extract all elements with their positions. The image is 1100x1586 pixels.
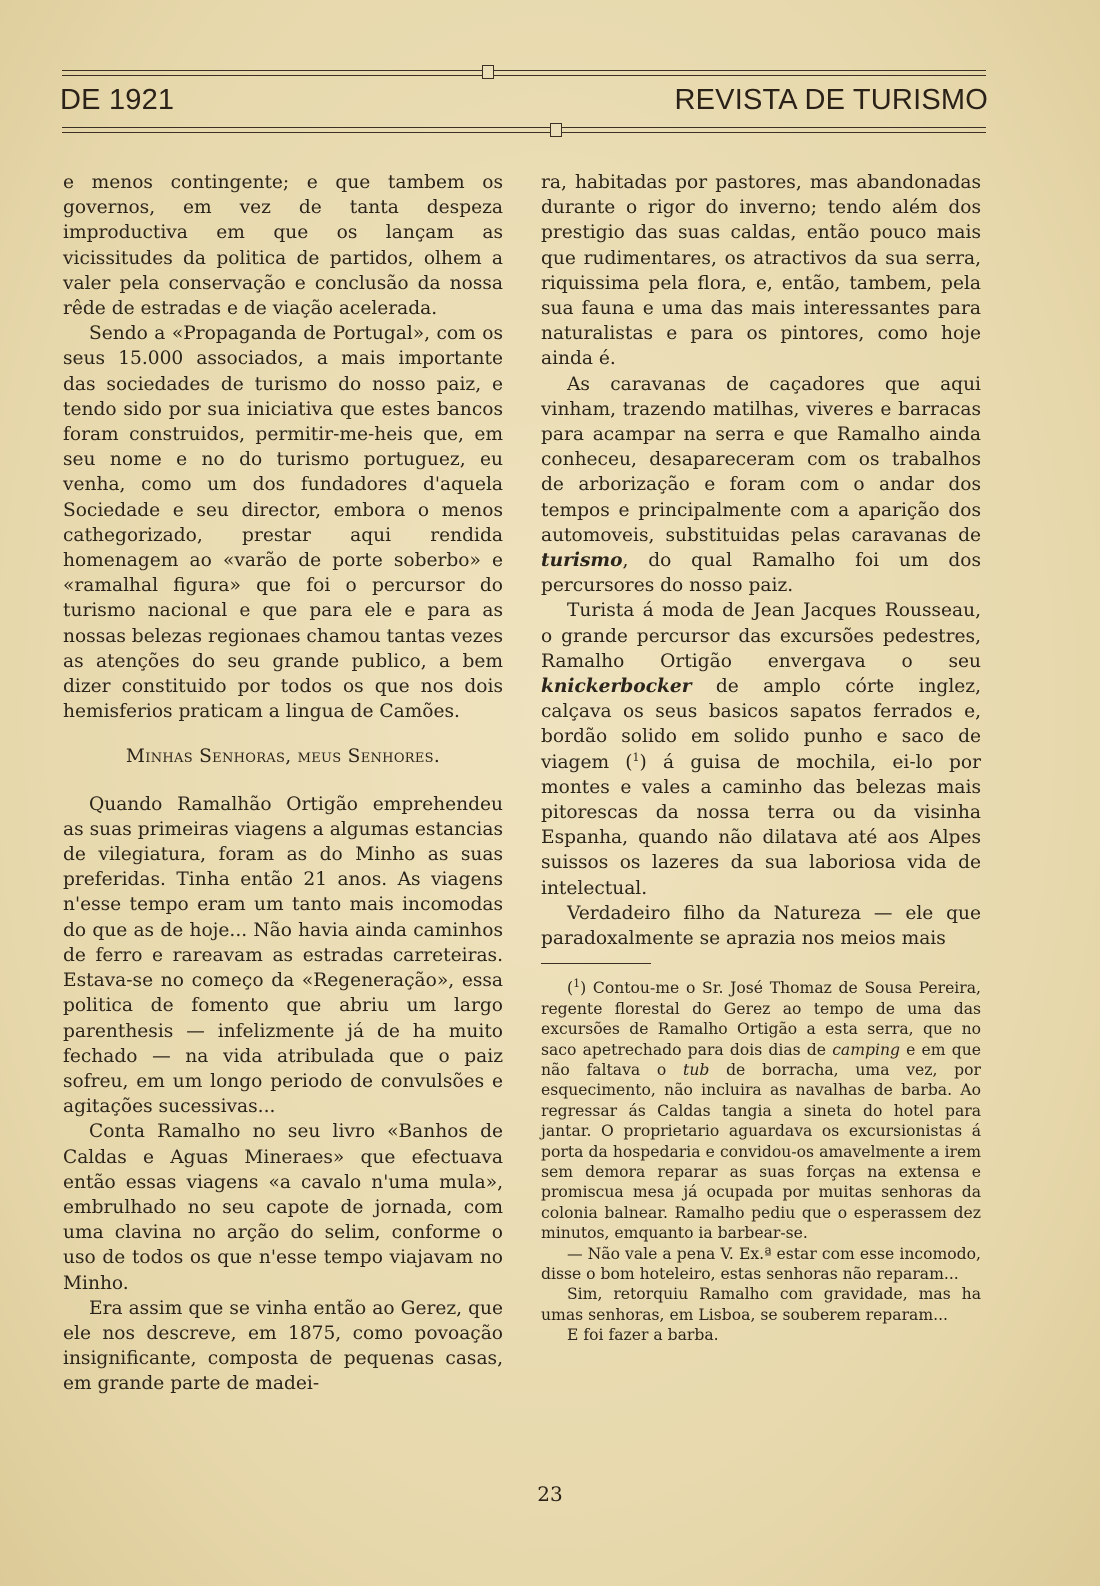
paragraph: Quando Ramalhão Ortigão emprehendeu as suas primeiras viagens a algumas estancias de vilegiatura, foram as do Minho as suas preferidas. Tinha então 21 anos. As viagens n'esse tempo eram um tanto mais incomodas do que as de hoje... Não havia ainda caminhos de ferro e rareavam as estradas carreteiras. Estava-se no começo da «Regeneração», essa politica de fomento que abriu um largo parenthesis — infelizmente já de ha muito fechado — na vida atribulada que o paiz sofreu, em um longo periodo de convulsões e agitações sucessivas...: [63, 793, 503, 1118]
italic-term: turismo: [541, 550, 623, 572]
header-rule-top: [62, 66, 986, 80]
paragraph: Conta Ramalho no seu livro «Banhos de Caldas e Aguas Mineraes» que efectuava então essas viagens «a cavalo n'uma mula», embrulhado no seu capote de jornada, com uma clavina no arção do selim, conforme o uso de todos os que n'esse tempo viajavam no Minho.: [63, 1121, 503, 1294]
paragraph: Era assim que se vinha então ao Gerez, que ele nos descreve, em 1875, como povoação insignificante, composta de pequenas casas, em grande parte de madei-: [63, 1297, 503, 1395]
paragraph: Turista á moda de Jean Jacques Rousseau, o grande percursor das excursões pedestres, Ramalho Ortigão envergava o seu knickerbocker de amplo córte inglez, calçava os seus basicos sapatos ferrados e, bordão solido em solido punho e saco de viagem ($^1$) á guisa de mochila, ei-lo por montes e vales a caminho das belezas mais pitorescas da nossa terra ou da visinha Espanha, quando não dilatava até aos Alpes suissos os lazeres da sua laboriosa vida de intelectual.: [541, 600, 981, 899]
paragraph: Sendo a «Propaganda de Portugal», com os seus 15.000 associados, a mais importante das sociedades de turismo do nosso paiz, e tendo sido por sua iniciativa que estes bancos foram construidos, permitir-me-heis que, em seu nome e no do turismo portuguez, eu venha, como um dos fundadores d'aquela Sociedade e seu director, embora o menos cathegorizado, prestar aqui rendida homenagem ao «varão de porte soberbo» e «ramalhal figura» que foi o percursor do turismo nacional e que para ele e para as nossas belezas regionaes chamou tantas vezes as atenções do seu grande publico, a bem dizer constituido por todos os que nos dois hemisferios praticam a lingua de Camões.: [63, 323, 504, 723]
footnote-reference: 1: [632, 750, 640, 764]
italic-term: camping: [832, 1040, 900, 1059]
rule-ornament: [482, 65, 494, 79]
right-column: [541, 170, 981, 1346]
paragraph: Verdadeiro filho da Natureza — ele que paradoxalmente se aprazia nos meios mais: [541, 902, 981, 950]
section-heading: Minhas Senhoras, meus Senhores.: [125, 746, 441, 768]
header-journal-title: REVISTA DE TURISMO: [674, 84, 988, 116]
footnote-paragraph: ($^1$) Contou-me o Sr. José Thomaz de Sousa Pereira, regente florestal do Gerez ao tempo de uma das excursões de Ramalho Ortigão a esta serra, que no saco apetrechado para dois dias de camping e em que não faltava o tub de borracha, uma vez, por esquecimento, não incluira as navalhas de barba. Ao regressar ás Caldas tangia a sineta do hotel para jantar. O proprietario aguardava os excursionistas á porta da hospedaria e convidou-os amavelmente a irem sem demora reparar as suas forças na extensa e promiscua mesa já ocupada por muitas senhoras da colonia balnear. Ramalho pediu que o esperassem dez minutos, emquanto ia barbear-se.: [541, 977, 981, 1243]
running-header: [60, 84, 988, 120]
footnote-paragraph: — Não vale a pena V. Ex.ª estar com esse incomodo, disse o bom hoteleiro, estas senhoras não reparam...: [541, 1244, 981, 1283]
footnote-paragraph: E foi fazer a barba.: [567, 1326, 719, 1345]
footnote: [541, 978, 981, 1345]
italic-term: tub: [683, 1060, 710, 1079]
paragraph: e menos contingente; e que tambem os governos, em vez de tanta despeza improductiva em que os lançam as vicissitudes da politica de partidos, olhem a valer pela conservação e conclusão da nossa rêde de estradas e de viação acelerada.: [63, 172, 503, 320]
footnote-mark: 1: [573, 977, 581, 991]
footnote-separator: [541, 963, 651, 964]
paragraph: As caravanas de caçadores que aqui vinham, trazendo matilhas, viveres e barracas para acampar na serra e que Ramalho ainda conheceu, desapareceram com os trabalhos de arborização e foram com o andar dos tempos e principalmente com a aparição dos automoveis, substituidas pelas caravanas de turismo, do qual Ramalho foi um dos percursores do nosso paiz.: [541, 373, 981, 597]
header-rule-bottom: [62, 124, 986, 138]
page-number: 23: [537, 1482, 563, 1506]
header-date: DE 1921: [60, 84, 175, 116]
left-column: [63, 170, 503, 1397]
rule-ornament: [550, 123, 562, 137]
paragraph: ra, habitadas por pastores, mas abandonadas durante o rigor do inverno; tendo além dos prestigio das suas caldas, então pouco mais que rudimentares, os atractivos da sua serra, riquissima pela flora, e, então, tambem, pela sua fauna e uma das mais interessantes para naturalistas e para os pintores, como hoje ainda é.: [541, 172, 981, 370]
footnote-paragraph: Sim, retorquiu Ramalho com gravidade, mas ha umas senhoras, em Lisboa, se souberem reparam...: [541, 1285, 981, 1324]
italic-term: knickerbocker: [541, 676, 692, 698]
